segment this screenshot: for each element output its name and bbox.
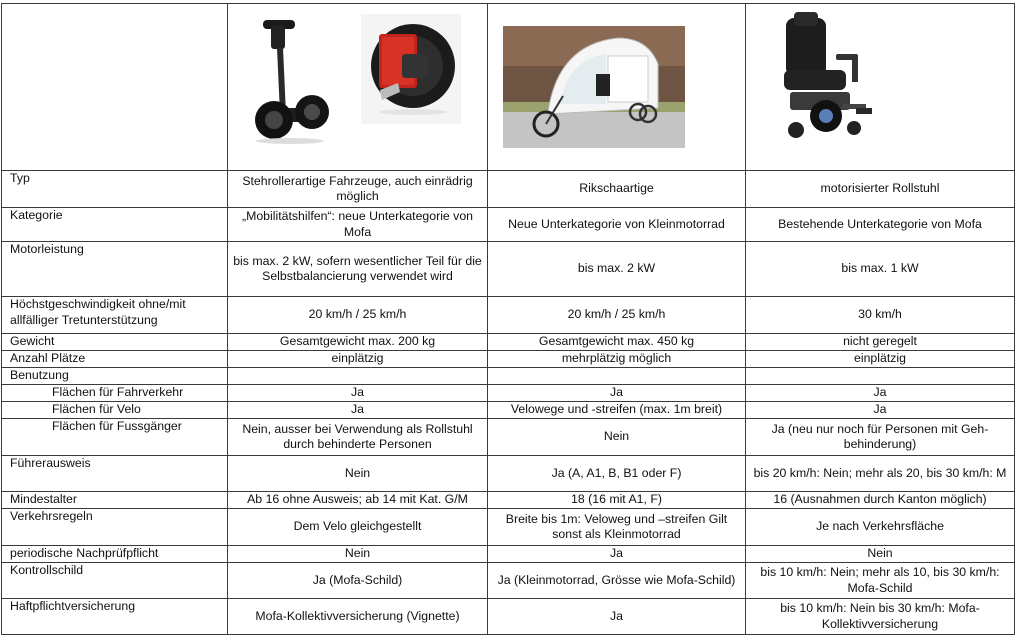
row-label: Kontrollschild bbox=[2, 563, 228, 599]
empty-header-cell bbox=[2, 4, 228, 171]
table-cell: Ja bbox=[488, 599, 746, 635]
table-cell: motorisierter Rollstuhl bbox=[746, 171, 1015, 208]
table-cell: nicht geregelt bbox=[746, 334, 1015, 351]
table-cell: „Mobilitätshilfen“: neue Unterkategorie von Mofa bbox=[228, 208, 488, 242]
row-label: Führerausweis bbox=[2, 456, 228, 492]
table-cell: Ja (neu nur noch für Personen mit Geh-behinderung) bbox=[746, 419, 1015, 456]
table-cell: Ja bbox=[746, 385, 1015, 402]
segway-image-cell bbox=[228, 4, 488, 171]
table-row bbox=[2, 297, 1015, 334]
table-cell: Rikschaartige bbox=[488, 171, 746, 208]
table-row bbox=[2, 385, 1015, 402]
table-cell: Nein bbox=[228, 546, 488, 563]
table-cell: Ja bbox=[228, 385, 488, 402]
table-row bbox=[2, 509, 1015, 546]
table-cell: Ja bbox=[228, 402, 488, 419]
row-label: Flächen für Velo bbox=[2, 402, 228, 419]
table-cell: Dem Velo gleichgestellt bbox=[228, 509, 488, 546]
table-row bbox=[2, 351, 1015, 368]
rickshaw-image bbox=[488, 4, 744, 170]
table-cell: 30 km/h bbox=[746, 297, 1015, 334]
table-cell: Ab 16 ohne Ausweis; ab 14 mit Kat. G/M bbox=[228, 492, 488, 509]
table-cell: Nein bbox=[488, 419, 746, 456]
table-cell: Nein bbox=[746, 546, 1015, 563]
row-label: Kategorie bbox=[2, 208, 228, 242]
table-cell: Neue Unterkategorie von Kleinmotorrad bbox=[488, 208, 746, 242]
table-cell: bis max. 1 kW bbox=[746, 242, 1015, 297]
table-cell: Ja bbox=[746, 402, 1015, 419]
table-row bbox=[2, 599, 1015, 635]
table-row bbox=[2, 546, 1015, 563]
table-cell: Nein bbox=[228, 456, 488, 492]
table-row bbox=[2, 563, 1015, 599]
table-cell: bis 10 km/h: Nein; mehr als 10, bis 30 km/h: Mofa-Schild bbox=[746, 563, 1015, 599]
table-cell: Bestehende Unterkategorie von Mofa bbox=[746, 208, 1015, 242]
segway-image bbox=[228, 4, 486, 170]
row-label: Flächen für Fahrverkehr bbox=[2, 385, 228, 402]
table-cell: Ja (Mofa-Schild) bbox=[228, 563, 488, 599]
table-cell: Je nach Verkehrsfläche bbox=[746, 509, 1015, 546]
row-label: Gewicht bbox=[2, 334, 228, 351]
table-cell: Ja bbox=[488, 385, 746, 402]
section-label: Benutzung bbox=[2, 368, 228, 385]
table-cell: Gesamtgewicht max. 200 kg bbox=[228, 334, 488, 351]
table-cell: Ja bbox=[488, 546, 746, 563]
table-row bbox=[2, 208, 1015, 242]
table-cell: Stehrollerartige Fahrzeuge, auch einrädrig möglich bbox=[228, 171, 488, 208]
table-cell bbox=[228, 368, 488, 385]
row-label: Typ bbox=[2, 171, 228, 208]
table-cell: 20 km/h / 25 km/h bbox=[228, 297, 488, 334]
table-cell: bis 10 km/h: Nein bis 30 km/h: Mofa-Kollektivversicherung bbox=[746, 599, 1015, 635]
rickshaw-image-cell bbox=[488, 4, 746, 171]
table-cell: einplätzig bbox=[746, 351, 1015, 368]
table-cell: 18 (16 mit A1, F) bbox=[488, 492, 746, 509]
table-cell: Breite bis 1m: Veloweg und –streifen Gilt sonst als Kleinmotorrad bbox=[488, 509, 746, 546]
table-row bbox=[2, 334, 1015, 351]
row-label: Motorleistung bbox=[2, 242, 228, 297]
row-label: Verkehrsregeln bbox=[2, 509, 228, 546]
table-cell: Gesamtgewicht max. 450 kg bbox=[488, 334, 746, 351]
table-cell: Mofa-Kollektivversicherung (Vignette) bbox=[228, 599, 488, 635]
table-row bbox=[2, 456, 1015, 492]
image-row bbox=[2, 4, 1015, 171]
row-label: periodische Nachprüfpflicht bbox=[2, 546, 228, 563]
row-label: Haftpflichtversicherung bbox=[2, 599, 228, 635]
table-row bbox=[2, 419, 1015, 456]
table-cell: Ja (Kleinmotorrad, Grösse wie Mofa-Schild) bbox=[488, 563, 746, 599]
table-cell bbox=[746, 368, 1015, 385]
vehicle-comparison-table bbox=[1, 3, 1015, 635]
table-cell: bis 20 km/h: Nein; mehr als 20, bis 30 km/h: M bbox=[746, 456, 1015, 492]
row-label: Flächen für Fussgänger bbox=[2, 419, 228, 456]
table-row bbox=[2, 368, 1015, 385]
row-label: Anzahl Plätze bbox=[2, 351, 228, 368]
table-cell: bis max. 2 kW, sofern wesentlicher Teil für die Selbstbalancierung verwendet wird bbox=[228, 242, 488, 297]
table-cell bbox=[488, 368, 746, 385]
table-row bbox=[2, 171, 1015, 208]
wheelchair-image-cell bbox=[746, 4, 1015, 171]
table-row bbox=[2, 242, 1015, 297]
wheelchair-image bbox=[746, 4, 1013, 170]
table-cell: Ja (A, A1, B, B1 oder F) bbox=[488, 456, 746, 492]
table-cell: 20 km/h / 25 km/h bbox=[488, 297, 746, 334]
table-cell: mehrplätzig möglich bbox=[488, 351, 746, 368]
table-cell: 16 (Ausnahmen durch Kanton möglich) bbox=[746, 492, 1015, 509]
table-cell: Velowege und -streifen (max. 1m breit) bbox=[488, 402, 746, 419]
table-cell: Nein, ausser bei Verwendung als Rollstuhl durch behinderte Personen bbox=[228, 419, 488, 456]
row-label: Mindestalter bbox=[2, 492, 228, 509]
row-label: Höchstgeschwindigkeit ohne/mit allfälliger Tretunterstützung bbox=[2, 297, 228, 334]
table-cell: bis max. 2 kW bbox=[488, 242, 746, 297]
table-cell: einplätzig bbox=[228, 351, 488, 368]
table-row bbox=[2, 492, 1015, 509]
table-row bbox=[2, 402, 1015, 419]
